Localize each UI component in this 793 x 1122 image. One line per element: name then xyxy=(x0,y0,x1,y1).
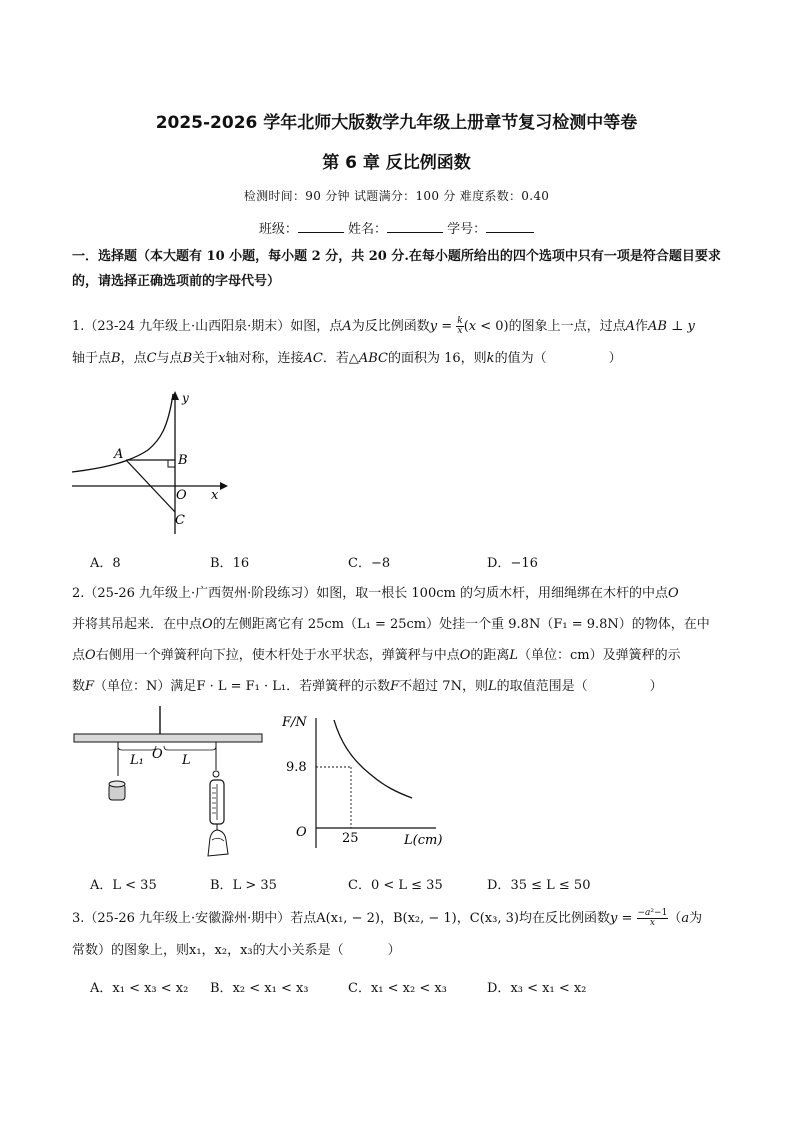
q1-option-a[interactable]: A．8 xyxy=(90,556,121,571)
q1-option-d[interactable]: D．−16 xyxy=(487,556,538,571)
label-A: A xyxy=(114,447,124,462)
label-C: C xyxy=(175,513,185,528)
graph-curve xyxy=(334,720,412,798)
q3-option-d[interactable]: D．x₃ < x₁ < x₂ xyxy=(487,981,587,996)
label-Lcm: L(cm) xyxy=(404,833,443,848)
q2-option-a[interactable]: A．L < 35 xyxy=(90,878,157,893)
id-label: 学号： xyxy=(447,222,487,237)
q2-option-d[interactable]: D．35 ≤ L ≤ 50 xyxy=(487,878,591,893)
label-FN: F/N xyxy=(282,715,307,730)
q2-option-b[interactable]: B．L > 35 xyxy=(210,878,277,893)
class-label: 班级： xyxy=(258,222,298,237)
brace-L xyxy=(164,746,216,750)
question-1: 1.（23-24 九年级上·山西阳泉·期末）如图，点A为反比例函数y = $\frac{k}{x}$ (x < 0)的图象上一点，过点A作AB ⊥ y 轴于点B，点C与点B关于x轴对称，连接AC．若△ABC的面积为 16，则k的值为（ ） xyxy=(72,316,695,366)
label-9.8: 9.8 xyxy=(286,760,307,775)
label-L1: L₁ xyxy=(130,753,144,768)
label-y: y xyxy=(182,391,189,405)
q1-option-b[interactable]: B．16 xyxy=(210,556,250,571)
name-blank[interactable] xyxy=(387,220,443,233)
page-title: 2025-2026 学年北师大版数学九年级上册章节复习检测中等卷 xyxy=(155,113,638,133)
question-2: 2.（25-26 九年级上·广西贺州·阶段练习）如图，取一根长 100cm 的匀质木杆，用细绳绑在木杆的中点O 并将其吊起来．在中点O的左侧距离它有 25cm（L₁ = 25cm）处挂一个重 9.8N（F₁ = 9.8N）的物体，在中 点O右侧用一个弹簧秤向下拉，使木杆处于水平状态，弹簧秤与中点O的距离L（单位：cm）及弹簧秤的示 数F（单位：N）满足F · L = F₁ · L₁．若弹簧秤的示数F不超过 7N，则L的取值范围是（ ） xyxy=(72,586,710,694)
name-label: 姓名： xyxy=(347,222,387,237)
label-O: O xyxy=(152,747,163,762)
student-info xyxy=(0,218,793,237)
q1-figure xyxy=(70,388,230,538)
question-3: 3.（25-26 九年级上·安徽滁州·期中）若点A(x₁, − 2)，B(x₂, − 1)，C(x₃, 3)均在反比例函数y = $\frac{\text{−a²−1}}{x}$ （a为 常数）的图象上，则x₁，x₂，x₃的大小关系是（ ） xyxy=(72,908,703,958)
label-L: L xyxy=(182,753,191,768)
fraction-a2-over-x: $\frac{\text{−a²−1}}{x}$ xyxy=(637,908,668,928)
q2-lever-figure xyxy=(72,704,267,859)
wooden-rod xyxy=(74,734,262,742)
label-B: B xyxy=(178,453,188,468)
q3-option-b[interactable]: B．x₂ < x₁ < x₃ xyxy=(210,981,309,996)
q3-option-c[interactable]: C．x₁ < x₂ < x₃ xyxy=(348,981,447,996)
label-O: O xyxy=(176,488,187,503)
fraction-k-over-x: $\frac{k}{x}$ xyxy=(457,316,463,336)
id-blank[interactable] xyxy=(486,220,534,233)
label-25: 25 xyxy=(342,831,359,846)
chapter-title: 第 6 章 反比例函数 xyxy=(322,153,471,173)
right-angle-mark xyxy=(168,460,175,467)
brace-L1 xyxy=(118,746,156,750)
q2-option-c[interactable]: C．0 < L ≤ 35 xyxy=(348,878,443,893)
class-blank[interactable] xyxy=(298,220,344,233)
label-O2: O xyxy=(296,825,307,840)
exam-meta: 检测时间：90 分钟 试题满分：100 分 难度系数：0.40 xyxy=(243,189,550,203)
q1-option-c[interactable]: C．−8 xyxy=(348,556,391,571)
x-axis-arrow xyxy=(220,482,228,490)
hand-icon xyxy=(208,830,228,856)
section-heading: 一．选择题（本大题有 10 小题，每小题 2 分，共 20 分.在每小题所给出的四个选项中只有一项是符合题目要求的，请选择正确选项前的字母代号） xyxy=(72,249,721,289)
label-x: x xyxy=(211,488,219,503)
q2-graph-figure xyxy=(280,710,450,858)
q3-option-a[interactable]: A．x₁ < x₃ < x₂ xyxy=(90,981,189,996)
